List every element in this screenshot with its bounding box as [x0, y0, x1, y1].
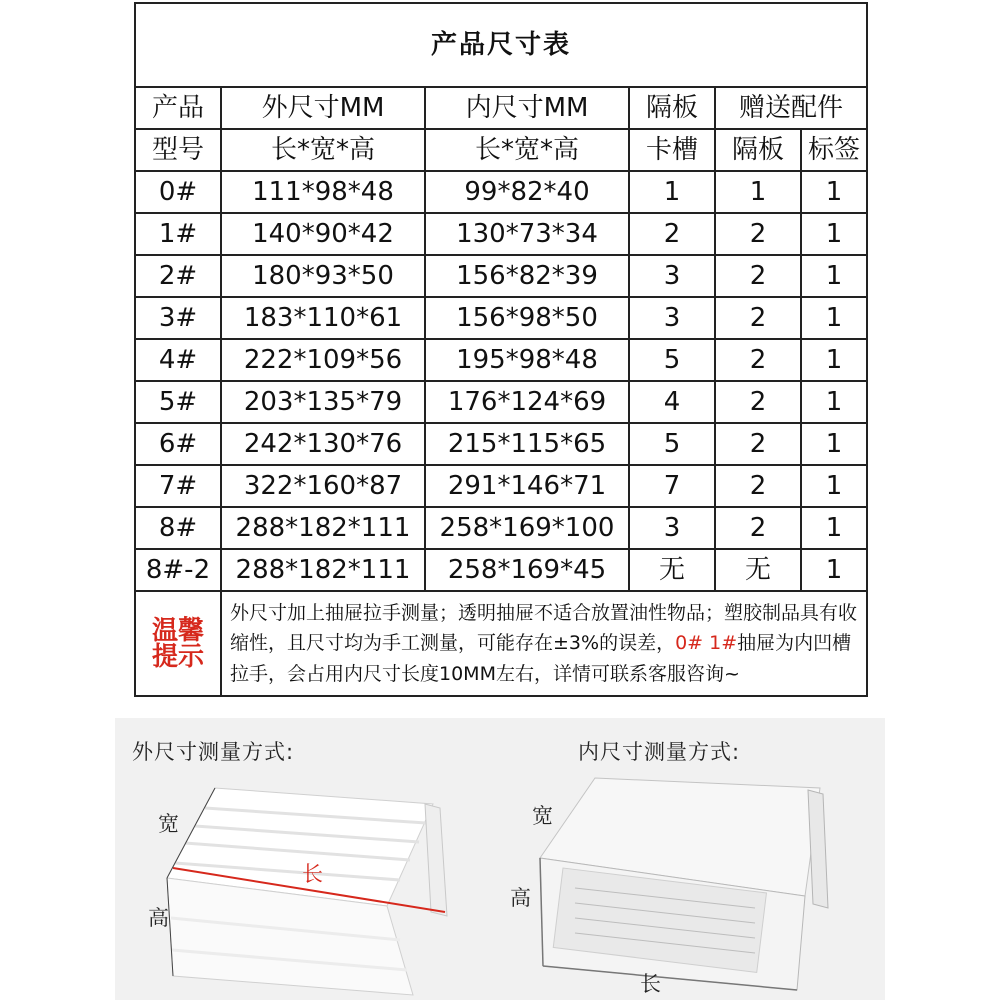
cell-inner: 195*98*48: [425, 339, 629, 381]
table-row: [135, 507, 867, 549]
header-gift-label: 标签: [801, 129, 867, 171]
cell-model: 7#: [135, 465, 221, 507]
cell-inner: 156*82*39: [425, 255, 629, 297]
size-table-sheet: [134, 2, 866, 718]
cell-model: 5#: [135, 381, 221, 423]
cell-outer: 203*135*79: [221, 381, 425, 423]
cell-labels: 1: [801, 297, 867, 339]
inner-caption: 内尺寸测量方式:: [578, 740, 741, 764]
cell-slots: 5: [629, 339, 715, 381]
table-title: 产品尺寸表: [135, 3, 867, 87]
cell-dividers: 无: [715, 549, 801, 591]
cell-outer: 111*98*48: [221, 171, 425, 213]
note-text-red: 0# 1#: [675, 632, 738, 655]
cell-slots: 3: [629, 255, 715, 297]
cell-outer: 322*160*87: [221, 465, 425, 507]
inner-length-label: 长: [640, 972, 661, 996]
outer-length-label: 长: [302, 862, 323, 886]
table-row: [135, 297, 867, 339]
cell-outer: 180*93*50: [221, 255, 425, 297]
size-table: [134, 2, 868, 697]
outer-height-label: 高: [148, 906, 169, 930]
cell-slots: 4: [629, 381, 715, 423]
cell-slots: 7: [629, 465, 715, 507]
header-inner: 内尺寸MM: [425, 87, 629, 129]
cell-inner: 99*82*40: [425, 171, 629, 213]
cell-labels: 1: [801, 549, 867, 591]
cell-model: 0#: [135, 171, 221, 213]
cell-model: 2#: [135, 255, 221, 297]
cell-inner: 176*124*69: [425, 381, 629, 423]
table-row: [135, 381, 867, 423]
cell-dividers: 2: [715, 423, 801, 465]
cell-labels: 1: [801, 213, 867, 255]
header-slot: 隔板: [629, 87, 715, 129]
cell-labels: 1: [801, 339, 867, 381]
cell-slots: 无: [629, 549, 715, 591]
cell-model: 1#: [135, 213, 221, 255]
note-text-after: 抽屉为内凹槽拉手，会占用内尺寸长度10MM左右，详情可联系客服咨询~: [230, 632, 852, 685]
cell-model: 8#: [135, 507, 221, 549]
header-gift-divider: 隔板: [715, 129, 801, 171]
cell-inner: 291*146*71: [425, 465, 629, 507]
header-inner-sub: 长*宽*高: [425, 129, 629, 171]
cell-outer: 140*90*42: [221, 213, 425, 255]
inner-height-label: 高: [510, 886, 531, 910]
cell-dividers: 2: [715, 213, 801, 255]
cell-inner: 258*169*45: [425, 549, 629, 591]
cell-dividers: 2: [715, 465, 801, 507]
header-model: 产品: [135, 87, 221, 129]
cell-dividers: 2: [715, 507, 801, 549]
cell-inner: 156*98*50: [425, 297, 629, 339]
cell-dividers: 2: [715, 255, 801, 297]
cell-outer: 222*109*56: [221, 339, 425, 381]
outer-caption: 外尺寸测量方式:: [132, 740, 295, 764]
cell-dividers: 2: [715, 297, 801, 339]
cell-labels: 1: [801, 381, 867, 423]
table-row: [135, 423, 867, 465]
cell-outer: 288*182*111: [221, 549, 425, 591]
inner-drawer-image: [540, 778, 828, 990]
note-text-before: 外尺寸加上抽屉拉手测量；透明抽屉不适合放置油性物品；塑胶制品具有收缩性，且尺寸均为手工测量，可能存在±3%的误差，: [230, 602, 858, 655]
cell-labels: 1: [801, 423, 867, 465]
cell-slots: 2: [629, 213, 715, 255]
cell-model: 8#-2: [135, 549, 221, 591]
table-row: [135, 465, 867, 507]
header-slot-sub: 卡槽: [629, 129, 715, 171]
table-row: [135, 171, 867, 213]
header-model-sub: 型号: [135, 129, 221, 171]
table-row: [135, 255, 867, 297]
cell-labels: 1: [801, 171, 867, 213]
header-outer-sub: 长*宽*高: [221, 129, 425, 171]
table-row: [135, 339, 867, 381]
note-label-line2: 提示: [151, 641, 204, 672]
inner-width-label: 宽: [532, 804, 553, 828]
note-text: [221, 591, 867, 696]
cell-labels: 1: [801, 465, 867, 507]
cell-slots: 1: [629, 171, 715, 213]
outer-drawer-image: [167, 788, 447, 995]
cell-dividers: 2: [715, 339, 801, 381]
cell-slots: 5: [629, 423, 715, 465]
cell-labels: 1: [801, 507, 867, 549]
cell-outer: 242*130*76: [221, 423, 425, 465]
cell-inner: 215*115*65: [425, 423, 629, 465]
cell-dividers: 2: [715, 381, 801, 423]
table-row: [135, 549, 867, 591]
cell-inner: 130*73*34: [425, 213, 629, 255]
note-label: [135, 591, 221, 696]
note-label-line1: 温馨: [151, 615, 204, 646]
cell-slots: 3: [629, 507, 715, 549]
cell-model: 6#: [135, 423, 221, 465]
cell-model: 3#: [135, 297, 221, 339]
cell-model: 4#: [135, 339, 221, 381]
cell-labels: 1: [801, 255, 867, 297]
cell-slots: 3: [629, 297, 715, 339]
header-gift: 赠送配件: [715, 87, 867, 129]
cell-outer: 183*110*61: [221, 297, 425, 339]
outer-width-label: 宽: [158, 812, 179, 836]
cell-dividers: 1: [715, 171, 801, 213]
cell-outer: 288*182*111: [221, 507, 425, 549]
cell-inner: 258*169*100: [425, 507, 629, 549]
header-outer: 外尺寸MM: [221, 87, 425, 129]
table-row: [135, 213, 867, 255]
